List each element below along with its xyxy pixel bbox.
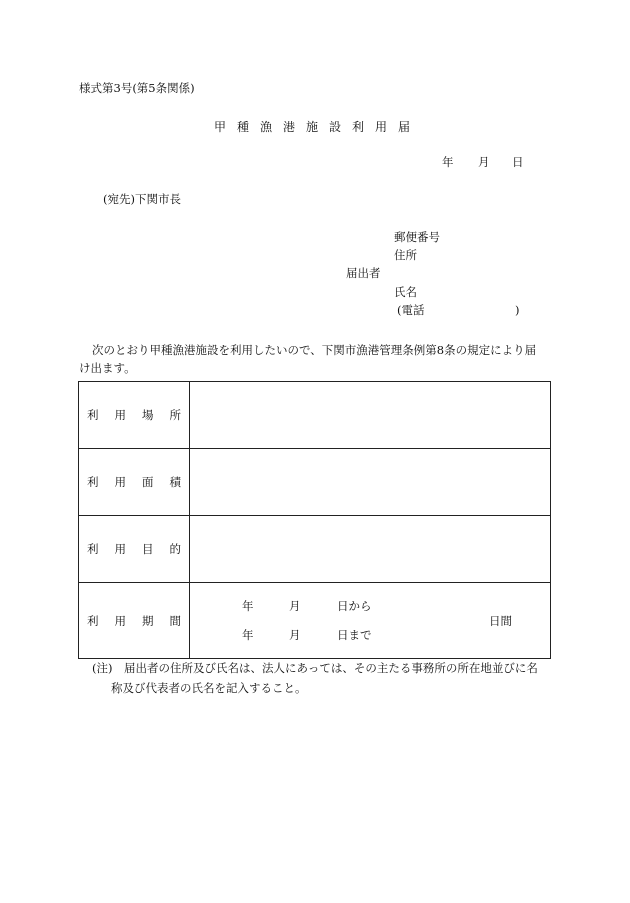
- addressee: (宛先)下関市長: [103, 192, 181, 206]
- table-row: [79, 516, 551, 583]
- title-char: 漁: [260, 120, 273, 134]
- label-char: 用: [114, 613, 126, 628]
- title-char: 届: [398, 120, 411, 134]
- label-char: 利: [87, 542, 99, 556]
- address-label: 住所: [394, 248, 417, 262]
- title-char: 利: [352, 120, 365, 134]
- usage-area-field[interactable]: [190, 449, 551, 516]
- usage-period-field[interactable]: [190, 583, 551, 659]
- label-char: 用: [114, 408, 126, 422]
- form-number: 様式第3号(第5条関係): [79, 81, 195, 95]
- label-char: 用: [114, 542, 126, 556]
- usage-purpose-field[interactable]: [190, 516, 551, 583]
- date-day-label: 日: [512, 155, 524, 169]
- title-char: 種: [237, 120, 250, 134]
- label-char: 利: [87, 408, 99, 422]
- period-from-day: 日から: [337, 599, 372, 613]
- title-char: 甲: [214, 120, 227, 134]
- intro-line-1: 次のとおり甲種漁港施設を利用したいので、下関市漁港管理条例第8条の規定により届: [92, 343, 537, 357]
- label-char: 間: [169, 613, 181, 628]
- label-char: 目: [142, 542, 154, 556]
- usage-area-label: [79, 449, 190, 516]
- label-char: 面: [142, 475, 154, 489]
- phone-close-paren: ): [515, 303, 520, 317]
- period-to-month: 月: [289, 628, 301, 642]
- table-row: [79, 583, 551, 659]
- label-char: 場: [142, 408, 154, 422]
- label-char: 所: [169, 408, 181, 422]
- usage-place-label: [79, 382, 190, 449]
- notifier-label: 届出者: [346, 266, 381, 280]
- label-char: 的: [169, 542, 181, 556]
- label-char: 利: [87, 613, 99, 628]
- date-year-label: 年: [442, 155, 454, 169]
- period-to-day: 日まで: [337, 628, 372, 642]
- label-char: 用: [114, 475, 126, 489]
- label-char: 期: [142, 613, 154, 628]
- name-label: 氏名: [394, 285, 417, 299]
- period-to-year: 年: [242, 628, 254, 642]
- note-line-2: 称及び代表者の氏名を記入すること。: [111, 681, 307, 695]
- usage-table: [78, 381, 551, 659]
- note-line-1: 届出者の住所及び氏名は、法人にあっては、その主たる事務所の所在地並びに名: [124, 661, 538, 675]
- usage-period-label: [79, 583, 190, 659]
- label-char: 積: [169, 475, 181, 489]
- intro-line-2: け出ます。: [79, 361, 136, 375]
- title-char: 港: [283, 120, 296, 134]
- usage-purpose-label: [79, 516, 190, 583]
- note-prefix: (注): [92, 661, 113, 675]
- postal-code-label: 郵便番号: [394, 230, 440, 244]
- label-char: 利: [87, 475, 99, 489]
- usage-place-field[interactable]: [190, 382, 551, 449]
- table-row: [79, 449, 551, 516]
- title-char: 用: [375, 120, 388, 134]
- date-month-label: 月: [478, 155, 490, 169]
- table-row: [79, 382, 551, 449]
- title-char: 施: [306, 120, 319, 134]
- phone-label: (電話: [397, 303, 425, 317]
- period-from-month: 月: [289, 599, 301, 613]
- period-days: 日間: [489, 614, 512, 628]
- title-char: 設: [329, 120, 342, 134]
- period-from-year: 年: [242, 599, 254, 613]
